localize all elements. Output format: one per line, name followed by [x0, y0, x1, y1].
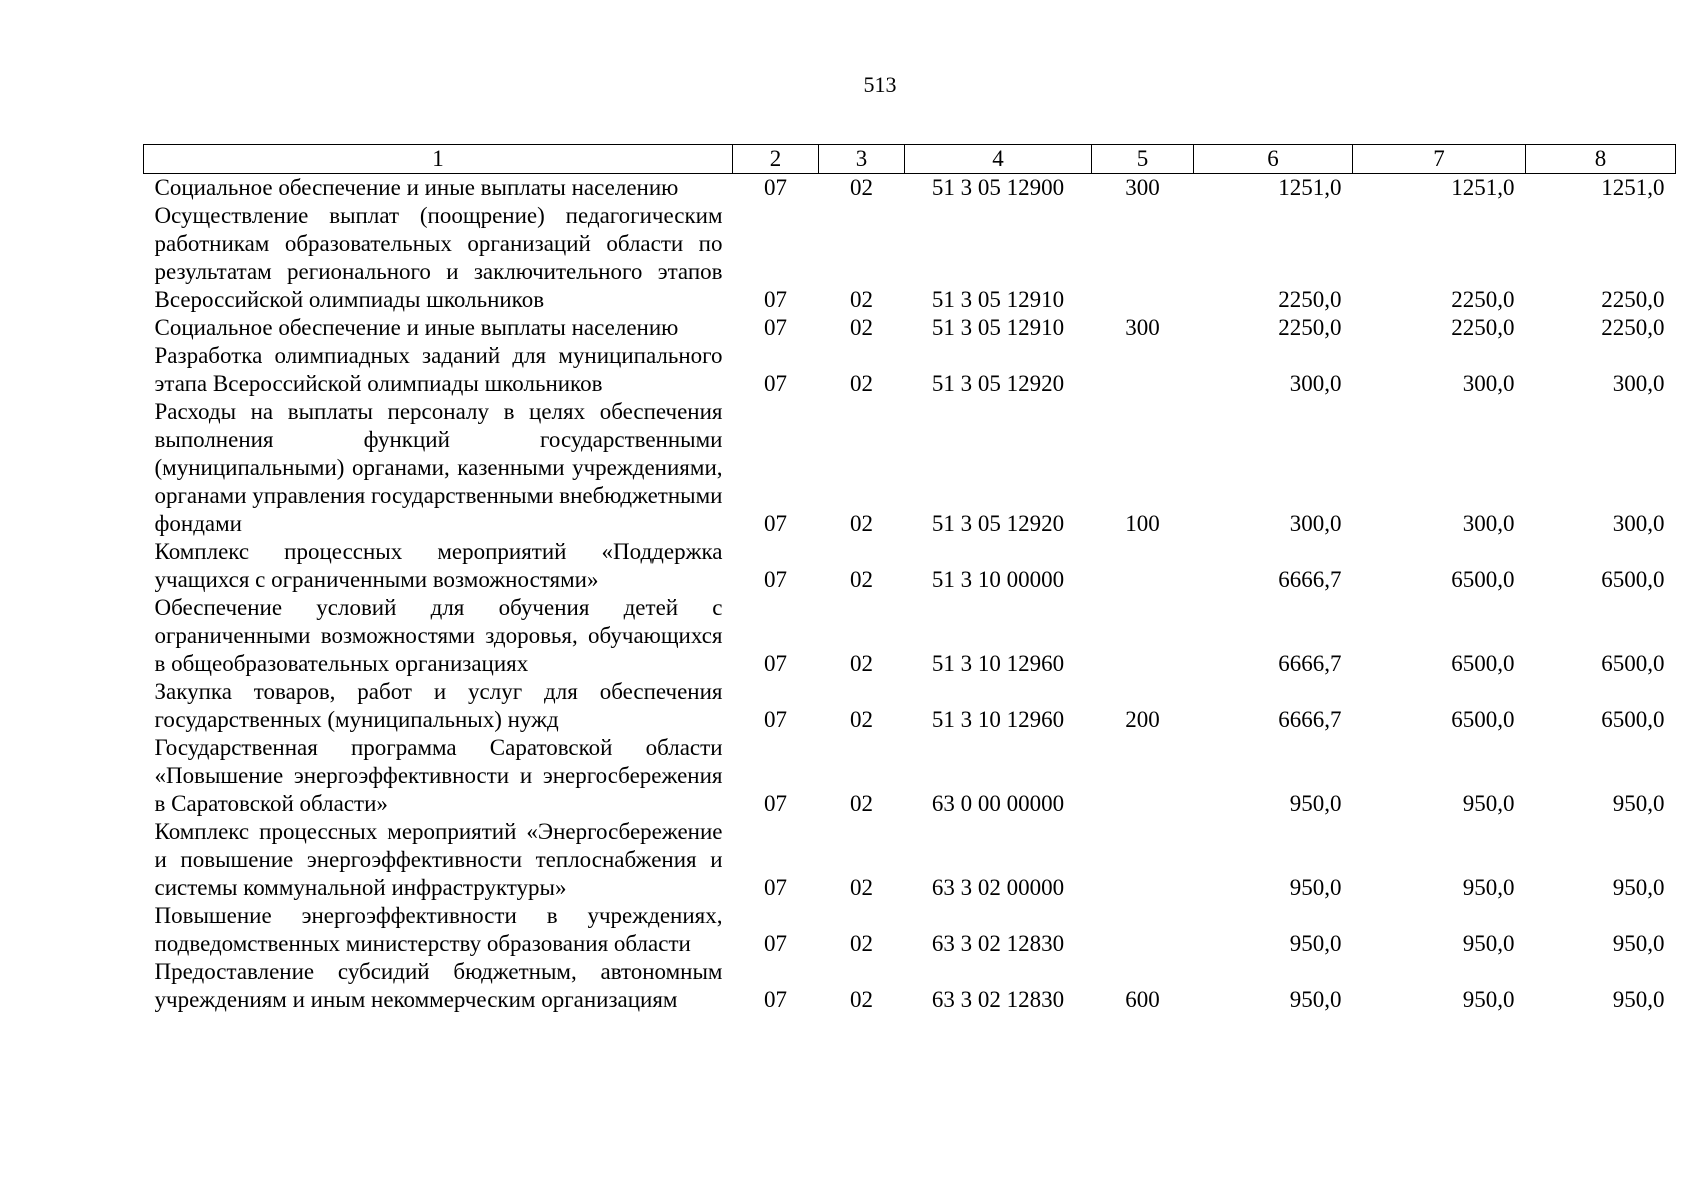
- column-header-2: 2: [733, 145, 819, 174]
- target-article-code: 63 3 02 12830: [931, 987, 1065, 1012]
- section-code: 07: [764, 875, 787, 900]
- expense-type-code: [1092, 902, 1194, 958]
- subsection-code: 02: [850, 371, 873, 396]
- amount-col-8: 6500,0: [1601, 707, 1665, 732]
- subsection-code: 02: [850, 875, 873, 900]
- amount-col-7: 950,0: [1462, 931, 1515, 956]
- target-article-code: 63 0 00 00000: [931, 791, 1065, 816]
- expense-type-code: 300: [1125, 175, 1160, 200]
- amount-col-7: 950,0: [1462, 987, 1515, 1012]
- amount-col-8: 950,0: [1612, 791, 1665, 816]
- table-row: [144, 678, 1676, 734]
- expense-type-code: [1092, 538, 1194, 594]
- target-article-code: 51 3 05 12910: [931, 287, 1065, 312]
- amount-col-6: 300,0: [1289, 511, 1342, 536]
- amount-col-6: 950,0: [1289, 875, 1342, 900]
- table-row: [144, 958, 1676, 1014]
- budget-table-container: [143, 144, 1668, 1014]
- column-header-5: 5: [1092, 145, 1194, 174]
- table-header: [144, 145, 1676, 174]
- subsection-code: 02: [850, 651, 873, 676]
- amount-col-6: 950,0: [1289, 987, 1342, 1012]
- amount-col-7: 1251,0: [1451, 175, 1515, 200]
- amount-col-8: 300,0: [1612, 511, 1665, 536]
- section-code: 07: [764, 931, 787, 956]
- subsection-code: 02: [850, 175, 873, 200]
- expense-type-code: 200: [1125, 707, 1160, 732]
- section-code: 07: [764, 287, 787, 312]
- row-name: Комплекс процессных мероприятий «Энергосбережение и повышение энергоэффективности теплоснабжения и системы коммунальной инфраструктуры»: [154, 819, 723, 900]
- amount-col-6: 1251,0: [1278, 175, 1342, 200]
- amount-col-8: 6500,0: [1601, 651, 1665, 676]
- column-header-4: 4: [905, 145, 1092, 174]
- expense-type-code: [1092, 594, 1194, 678]
- subsection-code: 02: [850, 315, 873, 340]
- amount-col-6: 2250,0: [1278, 315, 1342, 340]
- table-row: [144, 342, 1676, 398]
- section-code: 07: [764, 651, 787, 676]
- section-code: 07: [764, 987, 787, 1012]
- amount-col-6: 6666,7: [1278, 707, 1342, 732]
- target-article-code: 63 3 02 12830: [931, 931, 1065, 956]
- row-name: Закупка товаров, работ и услуг для обеспечения государственных (муниципальных) нужд: [154, 679, 723, 732]
- table-row: [144, 734, 1676, 818]
- subsection-code: 02: [850, 987, 873, 1012]
- table-row: [144, 818, 1676, 902]
- amount-col-7: 300,0: [1462, 511, 1515, 536]
- target-article-code: 51 3 10 00000: [931, 567, 1065, 592]
- subsection-code: 02: [850, 567, 873, 592]
- budget-table: [143, 144, 1676, 1014]
- target-article-code: 63 3 02 00000: [931, 875, 1065, 900]
- target-article-code: 51 3 05 12910: [931, 315, 1065, 340]
- row-name: Предоставление субсидий бюджетным, автономным учреждениям и иным некоммерческим организациям: [154, 959, 723, 1012]
- row-name: Разработка олимпиадных заданий для муниципального этапа Всероссийской олимпиады школьников: [154, 343, 723, 396]
- row-name: Комплекс процессных мероприятий «Поддержка учащихся с ограниченными возможностями»: [154, 539, 723, 592]
- amount-col-7: 6500,0: [1451, 651, 1515, 676]
- amount-col-8: 6500,0: [1601, 567, 1665, 592]
- section-code: 07: [764, 567, 787, 592]
- subsection-code: 02: [850, 287, 873, 312]
- column-header-7: 7: [1353, 145, 1526, 174]
- row-name: Социальное обеспечение и иные выплаты населению: [154, 175, 679, 200]
- table-row: [144, 174, 1676, 203]
- amount-col-8: 2250,0: [1601, 315, 1665, 340]
- subsection-code: 02: [850, 511, 873, 536]
- target-article-code: 51 3 10 12960: [931, 707, 1065, 732]
- amount-col-7: 2250,0: [1451, 287, 1515, 312]
- section-code: 07: [764, 315, 787, 340]
- amount-col-8: 1251,0: [1601, 175, 1665, 200]
- expense-type-code: 300: [1125, 315, 1160, 340]
- table-row: [144, 314, 1676, 342]
- row-name: Обеспечение условий для обучения детей с ограниченными возможностями здоровья, обучающихся в общеобразовательных организациях: [154, 595, 723, 676]
- target-article-code: 51 3 10 12960: [931, 651, 1065, 676]
- amount-col-8: 950,0: [1612, 931, 1665, 956]
- table-row: [144, 202, 1676, 314]
- header-row: [144, 145, 1676, 174]
- section-code: 07: [764, 511, 787, 536]
- amount-col-7: 950,0: [1462, 791, 1515, 816]
- expense-type-code: [1092, 734, 1194, 818]
- target-article-code: 51 3 05 12920: [931, 371, 1065, 396]
- row-name: Расходы на выплаты персоналу в целях обеспечения выполнения функций государственными (муниципальными) органами, казенными учреждениями, органами управления государственными внебюджетными фондами: [154, 399, 723, 536]
- amount-col-6: 950,0: [1289, 791, 1342, 816]
- table-row: [144, 538, 1676, 594]
- amount-col-8: 2250,0: [1601, 287, 1665, 312]
- table-row: [144, 398, 1676, 538]
- row-name: Государственная программа Саратовской области «Повышение энергоэффективности и энергосбережения в Саратовской области»: [154, 735, 723, 816]
- amount-col-6: 950,0: [1289, 931, 1342, 956]
- target-article-code: 51 3 05 12920: [931, 511, 1065, 536]
- amount-col-6: 2250,0: [1278, 287, 1342, 312]
- amount-col-7: 300,0: [1462, 371, 1515, 396]
- subsection-code: 02: [850, 931, 873, 956]
- section-code: 07: [764, 175, 787, 200]
- amount-col-6: 300,0: [1289, 371, 1342, 396]
- table-row: [144, 902, 1676, 958]
- expense-type-code: 600: [1125, 987, 1160, 1012]
- expense-type-code: [1092, 818, 1194, 902]
- section-code: 07: [764, 707, 787, 732]
- row-name: Осуществление выплат (поощрение) педагогическим работникам образовательных организаций области по результатам регионального и заключительного этапов Всероссийской олимпиады школьников: [154, 203, 723, 312]
- amount-col-8: 950,0: [1612, 987, 1665, 1012]
- column-header-1: 1: [144, 145, 733, 174]
- row-name: Социальное обеспечение и иные выплаты населению: [154, 315, 679, 340]
- expense-type-code: [1092, 342, 1194, 398]
- amount-col-7: 6500,0: [1451, 567, 1515, 592]
- column-header-3: 3: [819, 145, 905, 174]
- target-article-code: 51 3 05 12900: [931, 175, 1065, 200]
- expense-type-code: [1092, 202, 1194, 314]
- column-header-8: 8: [1526, 145, 1676, 174]
- subsection-code: 02: [850, 707, 873, 732]
- subsection-code: 02: [850, 791, 873, 816]
- amount-col-8: 950,0: [1612, 875, 1665, 900]
- row-name: Повышение энергоэффективности в учреждениях, подведомственных министерству образования области: [154, 903, 723, 956]
- amount-col-6: 6666,7: [1278, 567, 1342, 592]
- table-row: [144, 594, 1676, 678]
- section-code: 07: [764, 791, 787, 816]
- amount-col-7: 950,0: [1462, 875, 1515, 900]
- amount-col-6: 6666,7: [1278, 651, 1342, 676]
- page-number: 513: [863, 72, 897, 97]
- table-body: [144, 174, 1676, 1015]
- column-header-6: 6: [1194, 145, 1353, 174]
- expense-type-code: 100: [1125, 511, 1160, 536]
- section-code: 07: [764, 371, 787, 396]
- amount-col-7: 6500,0: [1451, 707, 1515, 732]
- amount-col-8: 300,0: [1612, 371, 1665, 396]
- amount-col-7: 2250,0: [1451, 315, 1515, 340]
